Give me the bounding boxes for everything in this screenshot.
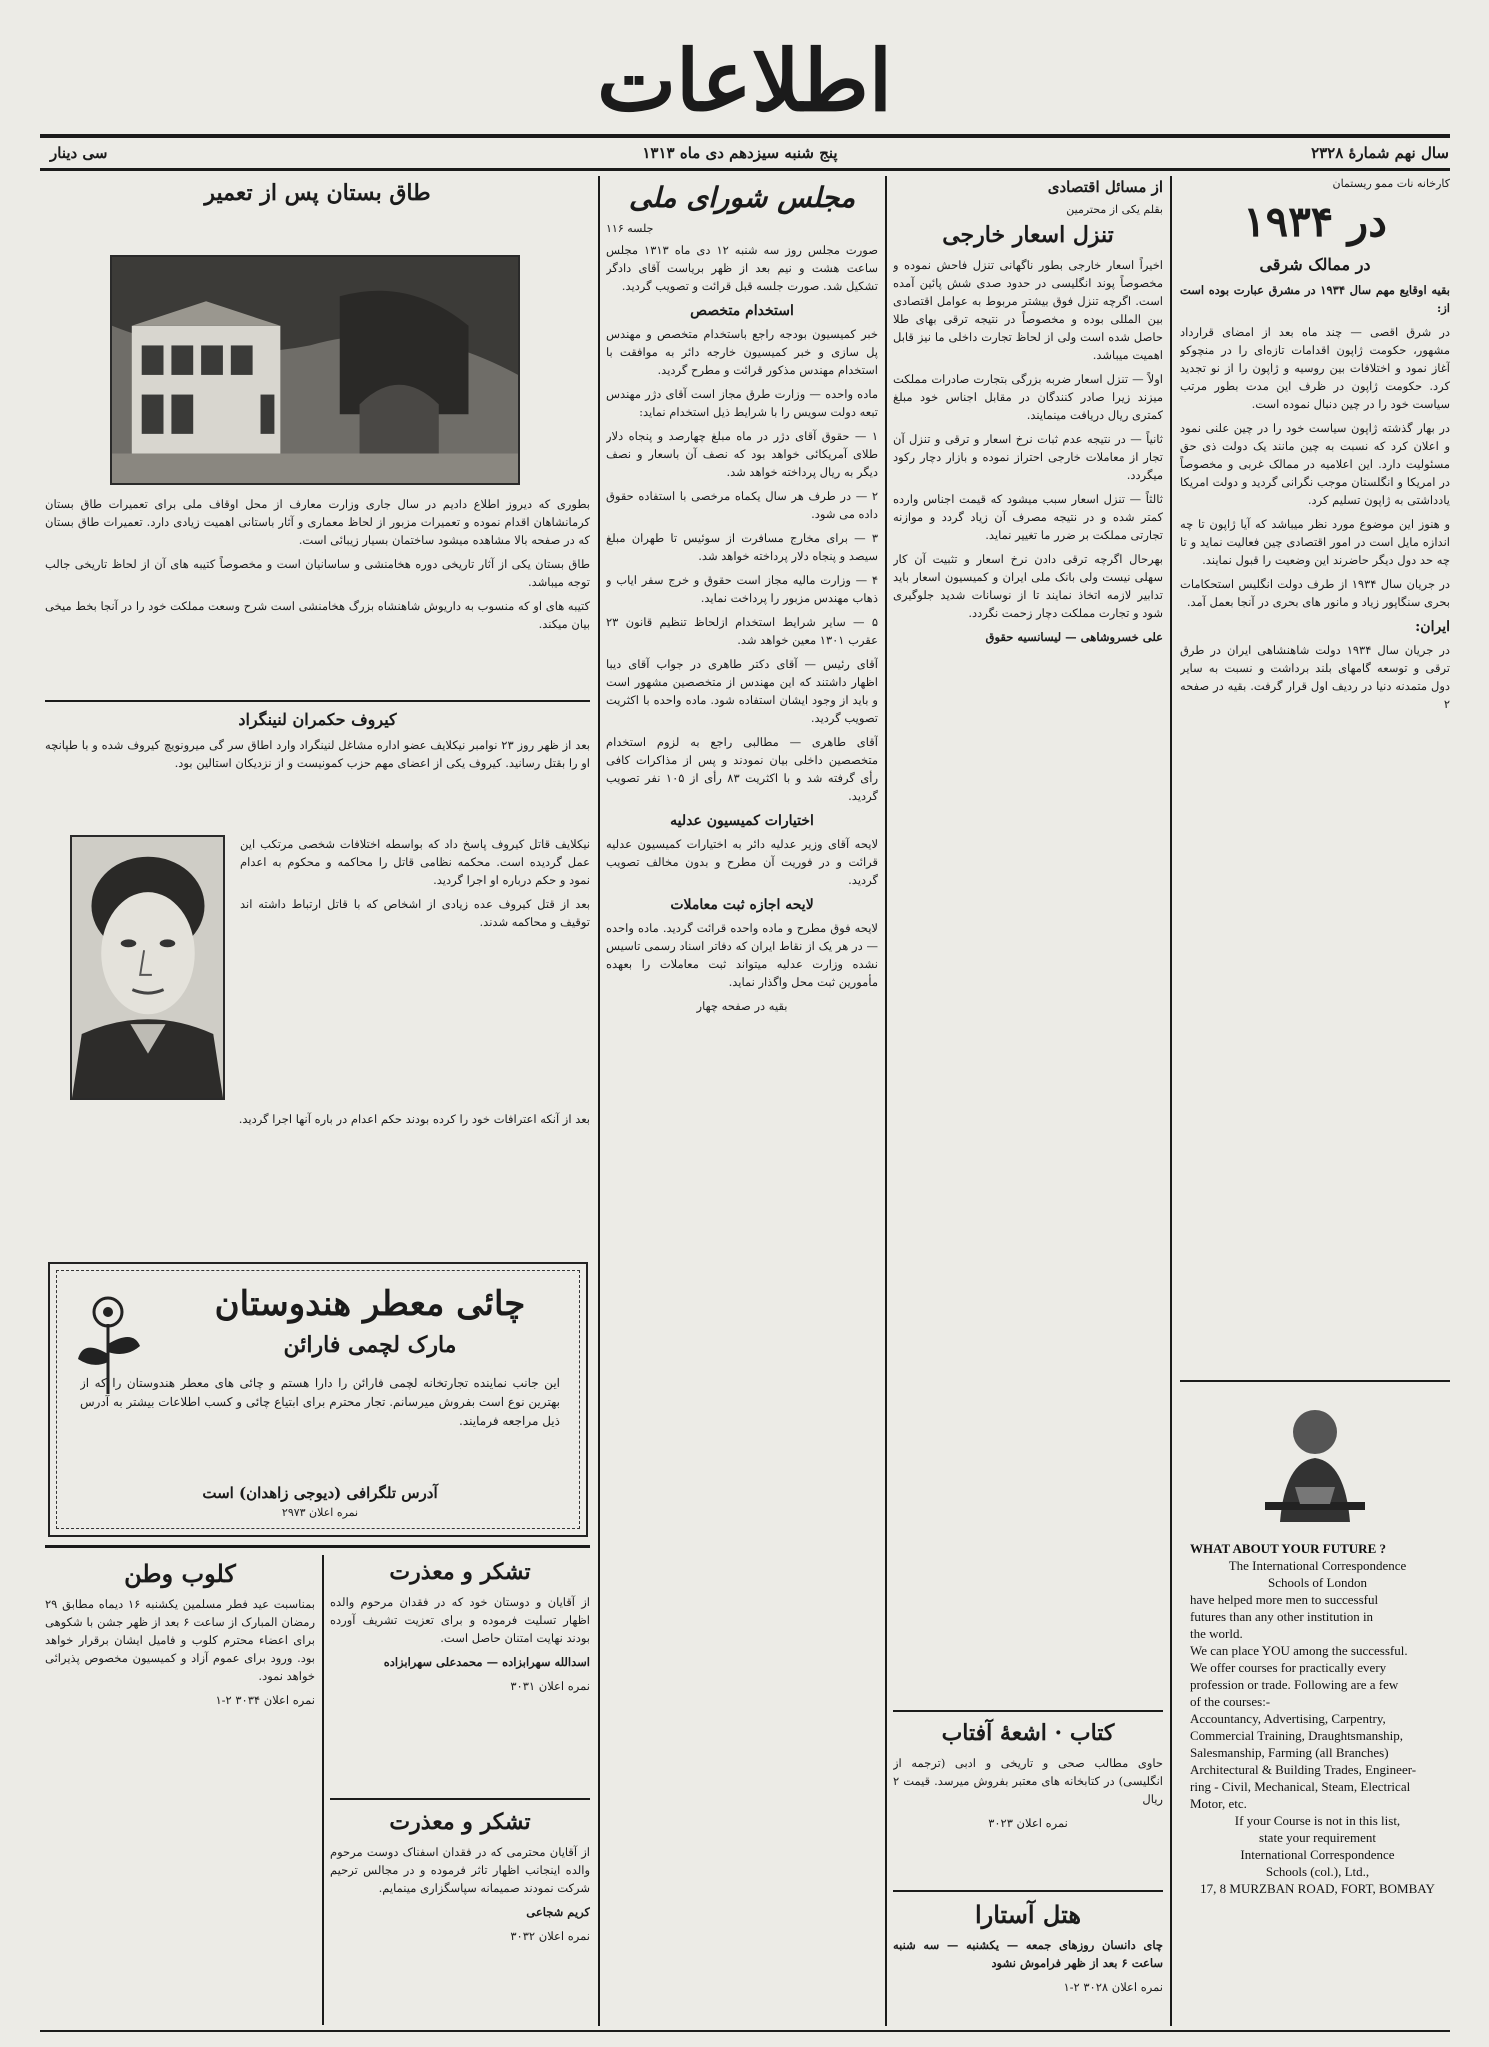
ad-divider	[330, 1798, 590, 1800]
paragraph: بهرحال اگرچه ترقی دادن نرخ اسعار و تثبیت آن کار سهلی نیست ولی بانک ملی ایران و کمیسیون اسعار باید تدابیر لازمه اتخاذ نمایند تا از نوسانات شدید جلوگیری شود و تجارت مملکت دچار زحمت نگردد.	[893, 551, 1163, 620]
ad-divider	[893, 1710, 1163, 1712]
paragraph: بطوری که دیروز اطلاع دادیم در سال جاری وزارت معارف از محل اوقاف ملی برای تعمیرات طاق بستان کرمانشاهان اقدام نموده و تعمیرات مزبور از لحاظ معماری و آثار باستانی اهمیت زیادی دارد. تعمیرات طاق بستان که در صفحه بالا مشاهده میشود ساختمان بسیار زیبائی است.	[45, 497, 590, 547]
article-byline: بقلم یکی از محترمین	[1066, 203, 1163, 216]
ad-body: حاوی مطالب صحی و تاریخی و ادبی (ترجمه از انگلیسی) در کتابخانه های معتبر بفروش میرسد. قیمت ۲ ریال	[893, 1755, 1163, 1806]
paragraph: بعد از قتل کیروف عده زیادی از اشخاص که با قاتل ارتباط داشته اند توقیف و محاکمه شدند.	[240, 897, 590, 929]
ad-line: WHAT ABOUT YOUR FUTURE ?	[1190, 1541, 1386, 1556]
issue-date: پنج شنبه سیزدهم دی ماه ۱۳۱۳	[642, 144, 838, 162]
ad-title: کلوب وطن	[124, 1559, 236, 1588]
paragraph: طاق بستان یکی از آثار تاریخی دوره هخامنشی و ساسانیان است و مخصوصاً کتیبه های آن از لحاظ تاریخی جالب توجه میباشد.	[45, 557, 590, 589]
list-item: ۴ — وزارت مالیه مجاز است حقوق و خرج سفر ایاب و ذهاب مهندس مزبور را پرداخت نماید.	[606, 573, 878, 605]
paragraph: بعد از ظهر روز ۲۳ نوامبر نیکلایف عضو اداره مشاغل لنینگراد وارد اطاق سر گی میرونویچ کیروف شده و با طپانچه او را بقتل رسانید. کیروف یکی از اعضای مهم حزب کمونیست و از نزدیکان استالین بود.	[45, 738, 590, 770]
paragraph: ثانیاً — در نتیجه عدم ثبات نرخ اسعار و ترقی و تنزل آن تجار از معاملات خارجی احتراز نموده و بازار دچار رکود میگردد.	[893, 431, 1163, 482]
ad-number	[893, 1978, 1163, 1996]
column-divider	[598, 176, 600, 2026]
article-title: طاق بستان پس از تعمیر	[204, 180, 431, 206]
hotel-astara-ad	[893, 1896, 1163, 2026]
paragraph: آقای رئیس — آقای دکتر طاهری در جواب آقای دیبا اظهار داشتند که این مهندس از متخصصین مشهور است و باید از وجود ایشان استفاده شود. ماده واحده با اکثریت تصویب گردید.	[606, 657, 878, 725]
paragraph: ثالثاً — تنزل اسعار سبب میشود که قیمت اجناس وارده کمتر شده و در نتیجه مصرف آن زیاد گردد و موازنه تجارتی مملکت بر ضرر ما تغییر نماید.	[893, 491, 1163, 542]
ad-line: state your requirement	[1259, 1830, 1376, 1845]
paragraph: در جریان سال ۱۹۳۴ دولت شاهنشاهی ایران در طرق ترقی و توسعه گامهای بلند برداشت و نسبت به سایر دول متمدنه دنیا در ردیف اول قرار گرفت. بقیه در صفحه ۲	[1180, 642, 1450, 711]
ad-number-text: نمره اعلان ۳۰۲۸	[1083, 1980, 1163, 1994]
article-title: در ۱۹۳۴	[1243, 197, 1387, 246]
ad-names: اسدالله سهرابزاده — محمدعلی سهرابزاده	[383, 1654, 590, 1669]
kirov-portrait-photo	[70, 835, 225, 1100]
column-parliament	[606, 176, 878, 2026]
ad-number: نمره اعلان ۲۹۷۳	[281, 1506, 359, 1519]
section-head: اختیارات کمیسیون عدلیه	[670, 813, 814, 829]
column-divider	[322, 1555, 324, 2025]
kirov-article-body	[240, 835, 590, 1105]
paragraph: نیکلایف قاتل کیروف پاسخ داد که بواسطه اختلافات شخصی مرتکب این عمل گردیده است. محکمه نظامی قاتل را محاکمه و محکوم به اعدام نمود و حکم درباره او اجرا گردید.	[240, 837, 590, 887]
ad-date: ۲-۱	[1063, 1980, 1080, 1994]
paragraph: در بهار گذشته ژاپون سیاست خود را در چین علنی نمود و اعلان کرد که نسبت به چین مانند یک دولت ذی حق مسئولیت دارد. این اعلامیه در ممالک غربی و مخصوصاً در امریکا و انگلستان موجب نگرانی گردید و دولت امریکا یادداشتی به ژاپون تسلیم کرد.	[1180, 420, 1450, 507]
ad-title: تشکر و معذرت	[389, 1559, 531, 1585]
corner-note: کارخانه نات ممو ریستمان	[1332, 177, 1450, 190]
paragraph: کتیبه های او که منسوب به داریوش شاهنشاه بزرگ هخامنشی است شرح وسعت مملکت خود را در آنجا بخط میخی بیان میکند.	[45, 599, 590, 631]
article-intro: بقیه اوقایع مهم سال ۱۹۳۴ در مشرق عبارت بوده است از:	[1180, 282, 1450, 315]
ad-line: Schools (col.), Ltd.,	[1265, 1864, 1370, 1879]
list-item: ۲ — در طرف هر سال یکماه مرخصی با استفاده حقوق داده می شود.	[606, 489, 878, 521]
taq-bostan-article	[45, 495, 590, 695]
list-item: ۵ — سایر شرایط استخدام ازلحاظ تنظیم قانون ۲۳ عقرب ۱۳۰۱ معین خواهد شد.	[606, 615, 878, 647]
taq-bostan-photo	[110, 255, 520, 485]
list-item: ماده واحده — وزارت طرق مجاز است آقای دژر مهندس تبعه دولت سویس را با شرایط ذیل استخدام نماید:	[606, 387, 878, 419]
ad-line: If your Course is not in this list,	[1234, 1813, 1401, 1828]
session-number: جلسه ۱۱۶	[606, 222, 654, 235]
ad-divider	[45, 1545, 590, 1548]
thanks-ad-1	[330, 1555, 590, 1795]
ad-line: Salesmanship, Farming (all Branches)	[1190, 1745, 1389, 1760]
dateline-rule	[40, 168, 1450, 171]
india-tea-ad	[48, 1262, 588, 1537]
issue-number: سال نهم شمارۀ ۲۳۲۸	[1311, 144, 1449, 162]
ad-body: چای دانسان روزهای جمعه — یکشنبه — سه شنبه ساعت ۶ بعد از ظهر فراموش نشود	[893, 1938, 1163, 1970]
column-divider	[885, 176, 887, 2026]
article-kicker: از مسائل اقتصادی	[1047, 178, 1163, 196]
club-vatan-ad	[45, 1555, 315, 2025]
continued-note: بقیه در صفحه چهار	[696, 999, 788, 1013]
ad-number: نمره اعلان ۳۰۳۱	[510, 1678, 590, 1693]
ad-line: futures than any other institution in	[1190, 1609, 1374, 1624]
kirov-article-top	[45, 706, 590, 826]
ad-title: تشکر و معذرت	[389, 1809, 531, 1835]
paragraph: در جریان سال ۱۹۳۴ از طرف دولت انگلیس استحکامات بحری سنگاپور زیاد و مانور های بحری در آنجا بعمل آمد.	[1180, 576, 1450, 609]
section-head-iran: ایران:	[1415, 618, 1450, 635]
article-subtitle: در ممالک شرقی	[1259, 254, 1371, 274]
taq-bostan-title-block	[45, 176, 590, 236]
ad-name: کریم شجاعی	[526, 1904, 590, 1919]
bottom-rule	[40, 2030, 1450, 2032]
paragraph: لایحه فوق مطرح و ماده واحده قرائت گردید. ماده واحده — در هر یک از نقاط ایران که دفاتر اسناد رسمی تاسیس نشده وزارت عدلیه میتواند ثبت معاملات را بعهده مأمورین ثبت محل واگذار نماید.	[606, 921, 878, 989]
article-signature: علی خسروشاهی — لیسانسیه حقوق	[985, 629, 1163, 644]
ad-title: کتاب · اشعۀ آفتاب	[941, 1720, 1115, 1746]
ad-line: Architectural & Building Trades, Engineer-	[1190, 1762, 1417, 1777]
ad-line: Accountancy, Advertising, Carpentry,	[1190, 1711, 1386, 1726]
ad-line: ring - Civil, Mechanical, Steam, Electrical	[1190, 1779, 1411, 1794]
ad-title: چائی معطر هندوستان	[214, 1284, 526, 1324]
paragraph: اخیراً اسعار خارجی بطور ناگهانی تنزل فاحش نموده و مخصوصاً پوند انگلیسی در حدود صدی شش پائین آمده است. اگرچه تنزل فوق بیشتر مربوط به عوامل اقتصادی بین المللی بوده و مخصوصاً در نتیجه ترقی بهای طلا حاصل شده است ولی از لحاظ تجارت داخلی ما نیز قابل اهمیت میباشد.	[893, 257, 1163, 362]
paragraph: آقای طاهری — مطالبی راجع به لزوم استخدام متخصصین داخلی بیان نمودند و پس از مذاکرات کافی رأی گرفته شد و با اکثریت ۸۳ رأی از ۱۰۵ نفر تصویب گردید.	[606, 735, 878, 803]
ad-line: the world.	[1190, 1626, 1243, 1641]
masthead-title: اطلاعات	[596, 31, 893, 130]
ad-line: of the courses:-	[1190, 1694, 1271, 1709]
ad-number: نمره اعلان ۳۰۳۲	[510, 1928, 590, 1943]
ad-subtitle: مارک لچمی فارائن	[283, 1332, 457, 1358]
column-exchange-rates	[893, 176, 1163, 1701]
article-title: تنزل اسعار خارجی	[942, 222, 1114, 248]
paragraph: خبر کمیسیون بودجه راجع باستخدام متخصص و مهندس پل سازی و خبر کمیسیون خارجه دائر به موافقت با استخدام مهندس مذکور قرائت و مطرح گردید.	[606, 327, 878, 377]
ad-line: International Correspondence	[1240, 1847, 1395, 1862]
list-item: ۱ — حقوق آقای دژر در ماه مبلغ چهارصد و پنجاه دلار طلای آمریکائی خواهد بود که نصف آن باسعار و نصف دیگر به ریال پرداخته خواهد شد.	[606, 429, 878, 479]
ad-divider	[893, 1890, 1163, 1892]
issue-price: سی دینار	[50, 144, 108, 162]
thanks-ad-2	[330, 1805, 590, 2030]
column-east-asia-1934	[1180, 176, 1450, 1371]
ad-line: have helped more men to successful	[1190, 1592, 1379, 1607]
paragraph: لایحه آقای وزیر عدلیه دائر به اختیارات کمیسیون عدلیه قرائت و در فوریت آن مطرح و بدون مخالف تصویب گردید.	[606, 837, 878, 887]
ad-line: 17, 8 MURZBAN ROAD, FORT, BOMBAY	[1200, 1881, 1435, 1896]
correspondence-schools-ad	[1190, 1540, 1445, 2020]
paragraph: در شرق اقصی — چند ماه بعد از امضای قرارداد مشهور، حکومت ژاپون اقدامات تازه‌ای را در منچوکو آغاز نمود و اختلافات بین روسیه و ژاپون را از نو تجدید کرد. حکومت ژاپون در ظرف این مدت بطور مرتب سیاست خود را در چین دنبال نموده است.	[1180, 324, 1450, 411]
ad-body	[80, 1374, 560, 1484]
paragraph: و هنوز این موضوع مورد نظر میباشد که آیا ژاپون تا چه اندازه مایل است در امور اقتصادی چین فعالیت نماید و تا چه حد دول دیگر حاضرند این وضعیت را قبول نمایند.	[1180, 516, 1450, 567]
section-head: استخدام متخصص	[690, 303, 794, 319]
ad-text: این جانب نماینده تجارتخانه لچمی فارائن را دارا هستم و چائی های معطر هندوستان را که از بهترین نوع است بفروش میرسانم. تجار محترم برای ابتیاع چائی و کسب اطلاعات بیشتر به آدرس ذیل مراجعه فرمایند.	[80, 1376, 560, 1428]
man-at-desk-illustration	[1255, 1392, 1375, 1532]
ad-title: هتل آستارا	[974, 1900, 1082, 1929]
ad-number	[45, 1691, 315, 1709]
masthead-rule	[40, 134, 1450, 138]
ad-line: Motor, etc.	[1190, 1796, 1247, 1811]
ad-body: از آقایان محترمی که در فقدان اسفناک دوست مرحوم والده اینجانب اظهار تاثر فرموده و در مجالس ترحیم شرکت نمودند صمیمانه سپاسگزاری مینمایم.	[330, 1844, 590, 1895]
section-head: لایحه اجازه ثبت معاملات	[670, 897, 814, 913]
article-title: کیروف حکمران لنینگراد	[238, 710, 397, 729]
paragraph: بعد از آنکه اعترافات خود را کرده بودند حکم اعدام در باره آنها اجرا گردید.	[238, 1112, 590, 1126]
ad-line: We can place YOU among the successful.	[1190, 1643, 1408, 1658]
article-divider	[45, 700, 590, 702]
list-item: ۳ — برای مخارج مسافرت از سوئیس تا طهران مبلغ سیصد و پنجاه دلار پرداخته خواهد شد.	[606, 531, 878, 563]
ad-line: profession or trade. Following are a few	[1190, 1677, 1399, 1692]
ad-address: آدرس تلگرافی (دیوجی زاهدان) است	[202, 1484, 438, 1502]
ad-date: ۲-۱	[215, 1693, 232, 1707]
ad-divider	[1180, 1380, 1450, 1382]
paragraph: اولاً — تنزل اسعار ضربه بزرگی بتجارت صادرات مملکت میزند زیرا صادر کنندگان در مقابل اجناس خود مبلغ کمتری ریال دریافت مینمایند.	[893, 371, 1163, 422]
article-title: مجلس شورای ملی	[628, 181, 856, 214]
ad-line: The International Correspondence	[1228, 1558, 1407, 1573]
column-divider	[1170, 176, 1172, 2026]
ad-line: Schools of London	[1268, 1575, 1367, 1590]
ad-body: از آقایان و دوستان خود که در فقدان مرحوم والده اظهار تسلیت فرموده و برای تعزیت تشریف آورده بودند نهایت امتنان حاصل است.	[330, 1594, 590, 1645]
ad-number-text: نمره اعلان ۳۰۳۴	[235, 1693, 315, 1707]
ad-number: نمره اعلان ۳۰۲۳	[988, 1815, 1068, 1830]
ad-line: We offer courses for practically every	[1190, 1660, 1387, 1675]
book-ad	[893, 1716, 1163, 1886]
kirov-article-end	[45, 1110, 590, 1250]
ad-line: Commercial Training, Draughtsmanship,	[1190, 1728, 1404, 1743]
ad-body: بمناسبت عید فطر مسلمین یکشنبه ۱۶ دیماه مطابق ۲۹ رمضان المبارک از ساعت ۶ بعد از ظهر جشن با شکوهی برای اعضاء محترم کلوب و فامیل ایشان برقرار خواهد بود. ورود برای عموم آزاد و کمیسیون مخصوص پذیرائی خواهد نمود.	[45, 1597, 315, 1683]
paragraph: صورت مجلس روز سه شنبه ۱۲ دی ماه ۱۳۱۳ مجلس ساعت هشت و نیم بعد از ظهر بریاست آقای دادگر تشکیل شد. صورت جلسه قبل قرائت و تصویب گردید.	[606, 243, 878, 293]
